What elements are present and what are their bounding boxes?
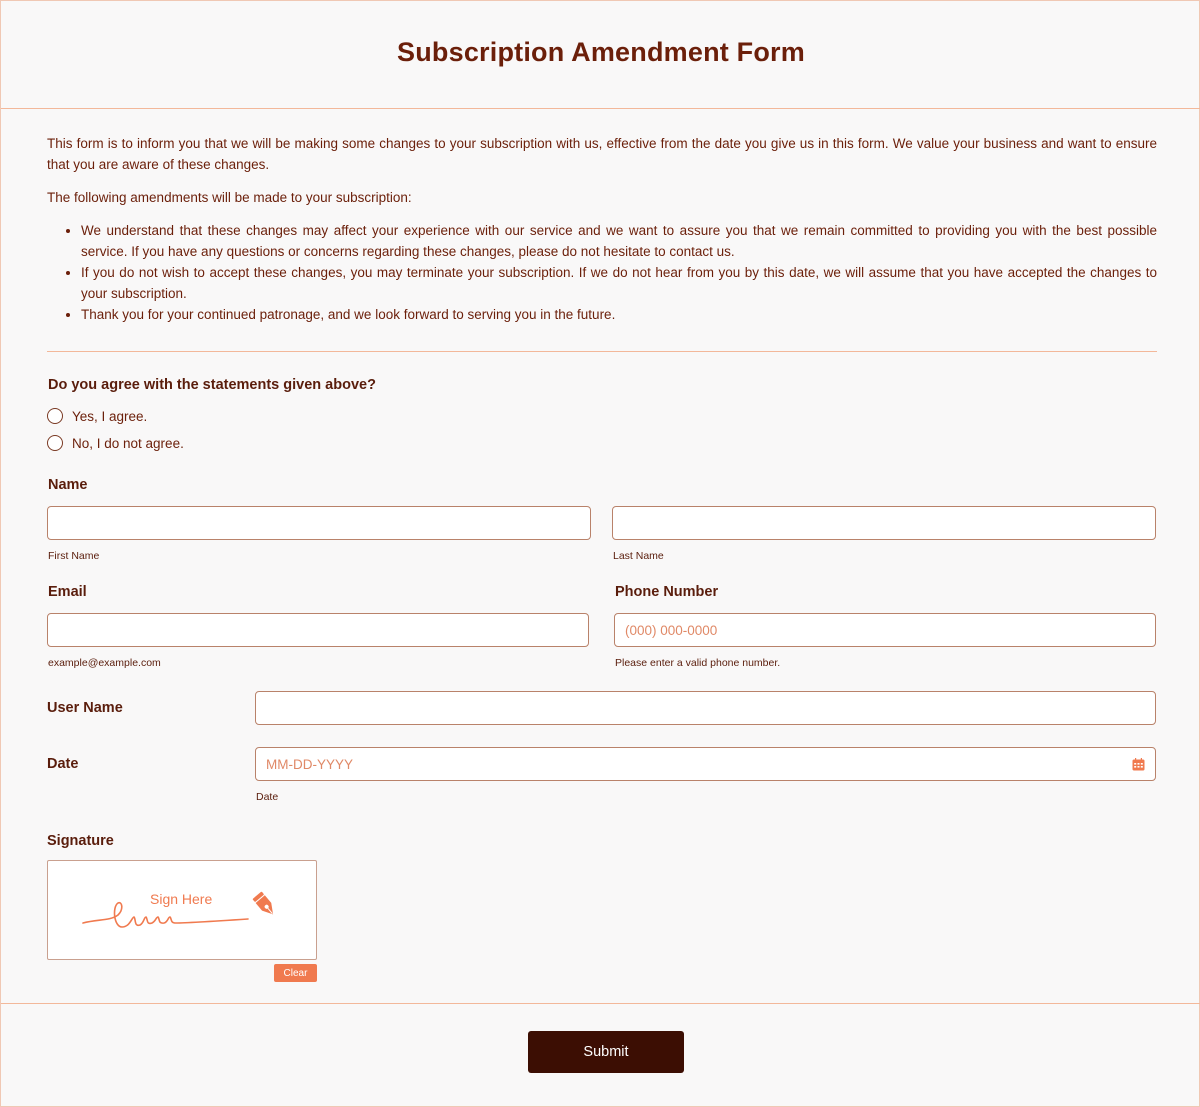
first-name-input[interactable] — [47, 506, 591, 540]
phone-label: Phone Number — [615, 584, 719, 600]
radio-label-yes: Yes, I agree. — [72, 408, 148, 424]
form-title: Subscription Amendment Form — [397, 37, 805, 67]
intro-paragraph: This form is to inform you that we will be making some changes to your subscription with us, effective from the date you give us in this form. We value your business and want to ensure that you are aware of these changes. — [47, 136, 1157, 172]
radio-option-yes[interactable] — [47, 406, 147, 426]
clear-signature-button[interactable]: Clear — [274, 964, 317, 982]
last-name-sublabel: Last Name — [613, 550, 664, 562]
pen-nib-icon — [248, 889, 284, 923]
radio-label-no: No, I do not agree. — [72, 435, 184, 451]
date-label: Date — [47, 756, 79, 772]
username-input[interactable] — [255, 691, 1156, 725]
signature-pad[interactable] — [47, 860, 317, 960]
email-field[interactable] — [47, 613, 589, 647]
radio-option-no[interactable] — [47, 433, 184, 453]
amendment-item: • If you do not wish to accept these changes, you may terminate your subscription. If we do not hear from you by this date, we will assume that you have accepted the changes to your subscription. — [81, 262, 1157, 304]
date-input[interactable] — [255, 747, 1156, 781]
first-name-sublabel: First Name — [48, 550, 100, 562]
name-label: Name — [48, 477, 88, 493]
agreement-question: Do you agree with the statements given above? — [48, 377, 376, 393]
form-header — [1, 0, 1200, 109]
phone-sublabel: Please enter a valid phone number. — [615, 657, 781, 669]
phone-placeholder: (000) 000-0000 — [625, 622, 718, 638]
form-introduction — [47, 133, 1157, 325]
amendment-list — [47, 220, 1157, 325]
username-label: User Name — [47, 700, 123, 716]
submit-button[interactable]: Submit — [528, 1031, 684, 1073]
date-sublabel: Date — [256, 791, 279, 803]
calendar-icon[interactable] — [1132, 758, 1145, 771]
section-divider — [47, 351, 1157, 352]
amendment-item: • We understand that these changes may affect your experience with our service and we want to assure you that we remain committed to providing you with the best possible service. If you have any questions or concerns regarding these changes, please do not hesitate to contact us. — [81, 220, 1157, 262]
last-name-input[interactable] — [612, 506, 1156, 540]
sign-here-text: Sign Here — [150, 891, 213, 907]
email-sublabel: example@example.com — [48, 657, 161, 669]
signature-label: Signature — [47, 833, 114, 849]
amendment-item: • Thank you for your continued patronage, and we look forward to serving you in the future. — [81, 304, 1157, 325]
radio-button[interactable] — [47, 435, 63, 451]
intro-paragraph: The following amendments will be made to your subscription: — [47, 190, 412, 205]
email-label: Email — [48, 584, 87, 600]
phone-input[interactable] — [614, 613, 1156, 647]
radio-button[interactable] — [47, 408, 63, 424]
date-placeholder: MM-DD-YYYY — [266, 756, 353, 772]
